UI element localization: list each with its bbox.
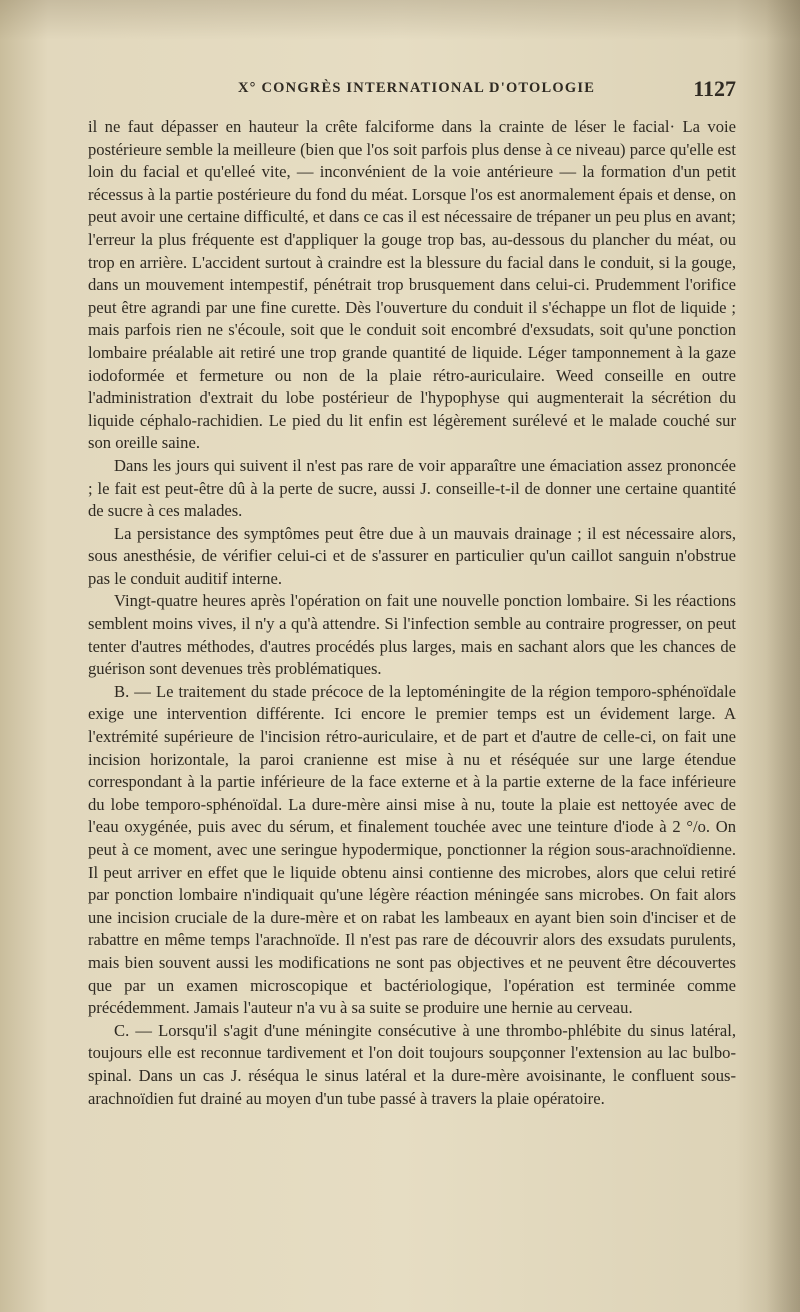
- paragraph-persistance: La persistance des symptômes peut être due à un mauvais drainage ; il est nécessaire alors, sous anesthésie, de vérifier celui-ci et de s'assurer en particulier qu'un caillot sanguin n'obstrue pas le conduit auditif interne.: [88, 523, 736, 588]
- paragraph-emaciation: Dans les jours qui suivent il n'est pas rare de voir apparaître une émaciation assez prononcée ; le fait est peut-être dû à la perte de sucre, aussi J. conseille-t-il de donner une certaine quantité de sucre à ces malades.: [88, 455, 736, 521]
- paragraph-section-b: B. — Le traitement du stade précoce de la leptoméningite de la région temporo-sphénoïdale exige une intervention différente. Ici encore le premier temps est un évidement large. A l'extrémité supérieure de l'incision rétro-auriculaire, et de part et d'autre de celle-ci, on fait une incision horizontale, la paroi cranienne est mise à nu et réséquée sur une large étendue correspondant à la partie inférieure de la face externe et à la partie externe de la face inférieure du lobe temporo-sphénoïdal. La dure-mère ainsi mise à nu, toute la plaie est nettoyée avec de l'eau oxygénée, puis avec du sérum, et finalement touchée avec une teinture d'iode à 2 °/o. On peut à ce moment, avec une seringue hypodermique, ponctionner la région sous-arachnoïdienne. Il peut arriver en effet que le liquide obtenu ainsi contienne des microbes, alors que celui retiré par ponction lombaire n'indiquait qu'une légère réaction méningée sans microbes. On fait alors une incision cruciale de la dure-mère et on rabat les lambeaux en ayant bien soin d'inciser et de rabattre en même temps l'arachnoïde. Il n'est pas rare de découvrir alors des exsudats purulents, mais bien souvent aussi les modifications ne sont pas objectives et ne peuvent être découvertes que par un examen microscopique et bactériologique, l'opération est terminée comme précédemment. Jamais l'auteur n'a vu à sa suite se produire une hernie au cerveau.: [88, 681, 736, 1018]
- body-text: [88, 116, 736, 1110]
- running-title: X° CONGRÈS INTERNATIONAL D'OTOLOGIE: [238, 80, 596, 96]
- page-right-shadow: [766, 0, 800, 1312]
- paragraph-section-c: C. — Lorsqu'il s'agit d'une méningite consécutive à une thrombo-phlébite du sinus latéral, toujours elle est reconnue tardivement et l'on doit toujours soupçonner l'extension au lac bulbo-spinal. Dans un cas J. réséqua le sinus latéral et la dure-mère avoisinante, le confluent sous-arachnoïdien fut drainé au moyen d'un tube passé à travers la plaie opératoire.: [88, 1020, 736, 1108]
- page-header: [88, 76, 736, 106]
- book-page: [88, 0, 736, 1312]
- paragraph-ponction: Vingt-quatre heures après l'opération on fait une nouvelle ponction lombaire. Si les réactions semblent moins vives, il n'y a qu'à attendre. Si l'infection semble au contraire progresser, on peut tenter d'autres méthodes, d'autres procédés plus larges, mais en sachant alors que les chances de guérison sont devenues très problématiques.: [88, 591, 736, 679]
- paragraph-continuation: il ne faut dépasser en hauteur la crête falciforme dans la crainte de léser le facial· La voie postérieure semble la meilleure (bien que l'os soit parfois plus dense à ce niveau) parce qu'elle est loin du facial et qu'elleé vite, — inconvénient de la voie antérieure — la formation d'un petit récessus à la partie postérieure du fond du méat. Lorsque l'os est anormalement épais et dense, on peut avoir une certaine difficulté, et dans ce cas il est nécessaire de trépaner un peu plus en avant; l'erreur la plus fréquente est d'appliquer la gouge trop bas, au-dessous du plancher du méat, ou trop en arrière. L'accident surtout à craindre est la blessure du facial dans le conduit, si la gouge, dans un mouvement intempestif, pénétrait trop brusquement dans celui-ci. Prudemment l'orifice peut être agrandi par une fine curette. Dès l'ouverture du conduit il s'échappe un flot de liquide ; mais parfois rien ne s'écoule, soit que le conduit soit encombré d'exsudats, soit qu'une ponction lombaire préalable ait retiré une trop grande quantité de liquide. Léger tamponnement à la gaze iodoformée et fermeture ou non de la plaie rétro-auriculaire. Weed conseille en outre l'administration d'extrait du lobe postérieur de l'hypophyse qui augmenterait la sécrétion du liquide céphalo-rachidien. Le pied du lit enfin est légèrement surélevé et le malade couché sur son oreille saine.: [88, 117, 736, 453]
- page-number: 1127: [693, 76, 736, 101]
